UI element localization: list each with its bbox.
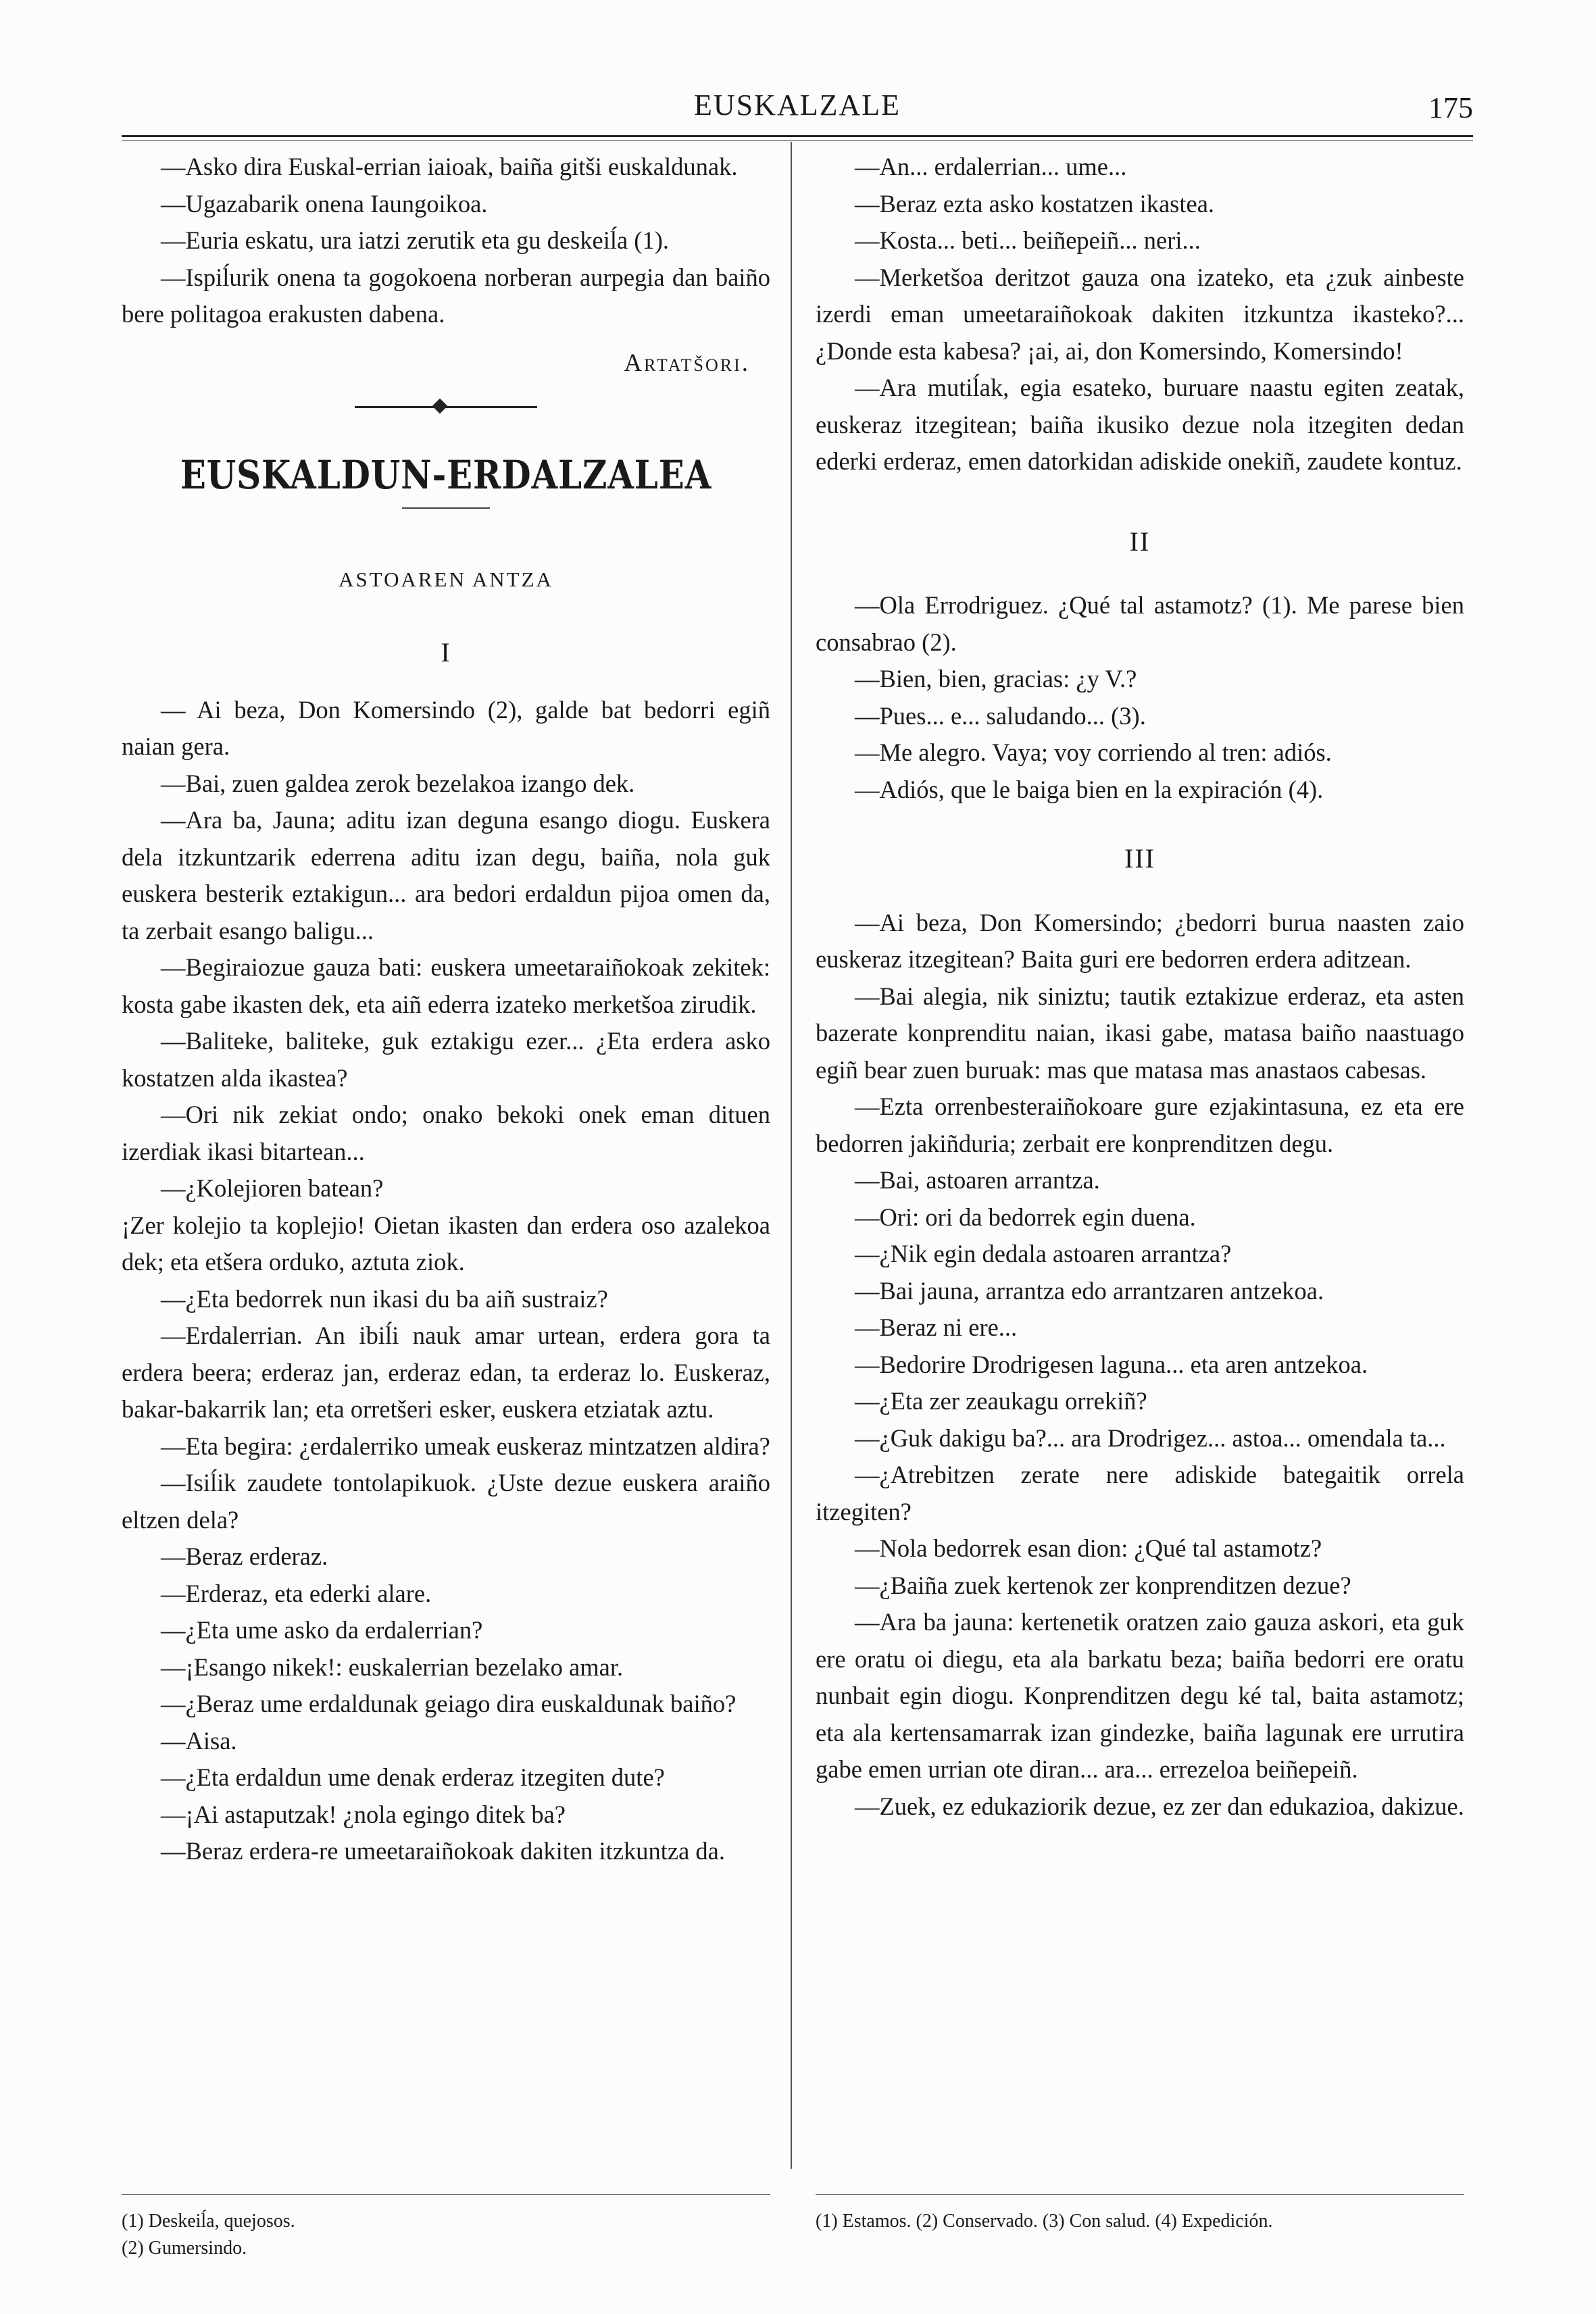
paragraph: —Baliteke, baliteke, guk eztakigu ezer... ¿Eta erdera asko kostatzen alda ikastea? — [122, 1027, 770, 1092]
footnote-rule — [816, 2194, 1464, 2195]
paragraph: —Bedorire Drodrigesen laguna... eta aren antzekoa. — [855, 1350, 1368, 1378]
paragraph: —Beraz erderaz. — [161, 1542, 328, 1570]
paragraph: —Ara ba, Jauna; aditu izan deguna esango diogu. Euskera dela itzkuntzarik ederrena aditu izan degu, baiña, nola guk euskera besterik eztakigun... ara bedori erdaldun pijoa omen da, ta zerbait esango baligu... — [122, 806, 770, 945]
paragraph: ¡Zer kolejio ta koplejio! Oietan ikasten dan erdera oso azalekoa dek; eta etšera orduko, aztuta ziok. — [122, 1211, 770, 1276]
paragraph: —Beraz erdera-re umeetaraiñokoak dakiten itzkuntza da. — [161, 1837, 726, 1865]
paragraph: —¿Beraz ume erdaldunak geiago dira euskaldunak baiño? — [161, 1690, 737, 1717]
paragraph: —Isiĺik zaudete tontolapikuok. ¿Uste dezue euskera araiño eltzen dela? — [122, 1469, 770, 1534]
paragraph: —¿Eta erdaldun ume denak erderaz itzegiten dute? — [161, 1763, 665, 1791]
right-column — [816, 149, 1464, 1825]
paragraph: —¿Atrebitzen zerate nere adiskide bategaitik orrela itzegiten? — [816, 1461, 1464, 1526]
paragraph: —Eta begira: ¿erdalerriko umeak euskeraz mintzatzen aldira? — [161, 1432, 770, 1460]
left-column — [122, 149, 770, 1870]
paragraph: —Aisa. — [161, 1726, 237, 1755]
page-header — [122, 88, 1473, 135]
paragraph: —Ara mutiĺak, egia esateko, buruare naastu egiten zeatak, euskeraz itzegitean; baiña ikusiko dezue nola itzegiten dedan ederki erderaz, emen datorkidan adiskide onekiñ, zaudete kontuz. — [816, 374, 1464, 475]
paragraph: —Nola bedorrek esan dion: ¿Qué tal astamotz? — [855, 1534, 1322, 1562]
paragraph: —¡Ai astaputzak! ¿nola egingo ditek ba? — [161, 1800, 566, 1828]
paragraph: —Ori: ori da bedorrek egin duena. — [855, 1203, 1196, 1231]
section-numeral: III — [1124, 843, 1155, 874]
paragraph: —Beraz ezta asko kostatzen ikastea. — [855, 189, 1215, 218]
paragraph: —Ai beza, Don Komersindo; ¿bedorri burua naasten zaio euskeraz itzegitean? Baita guri ere bedorren erdera aditzean. — [816, 908, 1464, 973]
paragraph: —Bai, zuen galdea zerok bezelakoa izango dek. — [161, 769, 635, 797]
section-numeral: I — [441, 637, 451, 668]
paragraph: —Erdalerrian. An ibiĺi nauk amar urtean, erdera gora ta erdera beera; erderaz jan, erderaz edan, ta erderaz lo. Euskeraz, bakar-bakarrik lan; eta orretšeri esker, euskera etziatak aztu. — [122, 1322, 770, 1423]
column-divider — [791, 142, 792, 2169]
paragraph: —Asko dira Euskal-errian iaioak, baiña gitši euskaldunak. — [161, 153, 738, 180]
paragraph: —Ola Errodriguez. ¿Qué tal astamotz? (1). Me parese bien consabrao (2). — [816, 591, 1464, 656]
paragraph: —Begiraiozue gauza bati: euskera umeetaraiñokoak zekitek: kosta gabe ikasten dek, eta aiñ ederra izateko merketšoa zirudik. — [122, 953, 770, 1018]
paragraph: —Ezta orrenbesteraiñokoare gure ezjakintasuna, ez eta ere bedorren jakiñduria; zerbait ere konprenditzen degu. — [816, 1092, 1464, 1157]
title-rule — [402, 507, 490, 509]
paragraph: —Pues... e... saludando... (3). — [855, 701, 1146, 730]
paragraph: —Beraz ni ere... — [855, 1313, 1018, 1341]
page-number: 175 — [1428, 91, 1473, 124]
article-subtitle: ASTOAREN ANTZA — [339, 567, 553, 591]
paragraph: —¿Baiña zuek kertenok zer konprenditzen dezue? — [855, 1571, 1351, 1599]
paragraph: —Erderaz, eta ederki alare. — [161, 1579, 432, 1607]
paragraph: —Bai, astoaren arrantza. — [855, 1166, 1100, 1194]
paragraph: —¿Kolejioren batean? — [161, 1174, 384, 1202]
paragraph: —¿Eta zer zeaukagu orrekiñ? — [855, 1387, 1147, 1415]
footnote: (1) Estamos. (2) Conservado. (3) Con salud. (4) Expedición. — [816, 2211, 1273, 2232]
paragraph: —Kosta... beti... beiñepeiñ... neri... — [855, 226, 1201, 254]
paragraph: —Ugazabarik onena Iaungoikoa. — [161, 189, 488, 218]
footnote: (1) Deskeiĺa, quejosos. — [122, 2211, 295, 2232]
ornament-divider — [355, 406, 537, 411]
paragraph: —¿Eta ume asko da erdalerrian? — [161, 1616, 483, 1644]
running-title: EUSKALZALE — [694, 89, 901, 122]
paragraph: —An... erdalerrian... ume... — [855, 153, 1127, 180]
paragraph: —Bai alegia, nik siniztu; tautik eztakizue erderaz, eta asten bazerate konprenditu naian, ikasi gabe, matasa baiño naastuago egiñ bear zuen buruak: mas que matasa mas anastaos cabesas. — [816, 982, 1464, 1084]
paragraph: —Bien, bien, gracias: ¿y V.? — [855, 665, 1137, 693]
paragraph: —Euria eskatu, ura iatzi zerutik eta gu deskeiĺa (1). — [161, 226, 669, 254]
author-signature: Artatšori. — [624, 349, 750, 377]
paragraph: —¿Guk dakigu ba?... ara Drodrigez... astoa... omendala ta... — [855, 1424, 1446, 1452]
paragraph: —Ispiĺurik onena ta gogokoena norberan aurpegia dan baiño bere politagoa erakusten dabena. — [122, 263, 770, 328]
footnote-rule — [122, 2194, 770, 2195]
footnotes-right — [816, 2208, 1464, 2235]
paragraph: —¿Eta bedorrek nun ikasi du ba aiñ sustraiz? — [161, 1284, 608, 1313]
article-title: EUSKALDUN-ERDALZALEA — [180, 452, 712, 498]
paragraph: —Me alegro. Vaya; voy corriendo al tren: adiós. — [855, 738, 1332, 766]
paragraph: —¡Esango nikek!: euskalerrian bezelako amar. — [161, 1653, 624, 1681]
paragraph: —Zuek, ez edukaziorik dezue, ez zer dan edukazioa, dakizue. — [855, 1792, 1464, 1820]
paragraph: —¿Nik egin dedala astoaren arrantza? — [855, 1240, 1232, 1267]
header-rule — [122, 135, 1473, 141]
section-numeral: II — [1129, 526, 1151, 557]
footnote: (2) Gumersindo. — [122, 2238, 247, 2259]
paragraph: —Ori nik zekiat ondo; onako bekoki onek eman dituen izerdiak ikasi bitartean... — [122, 1101, 770, 1165]
paragraph: —Merketšoa deritzot gauza ona izateko, eta ¿zuk ainbeste izerdi eman umeetaraiñokoak dakiten itzkuntza ikasteko?... ¿Donde esta kabesa? ¡ai, ai, don Komersindo, Komersindo! — [816, 263, 1464, 365]
paragraph: — Ai beza, Don Komersindo (2), galde bat bedorri egiñ naian gera. — [122, 695, 770, 760]
paragraph: —Adiós, que le baiga bien en la expiración (4). — [855, 775, 1324, 803]
paragraph: —Ara ba jauna: kertenetik oratzen zaio gauza askori, eta guk ere oratu oi diegu, eta ala barkatu beza; baiña bedorri ere oratu nunbait egin diogu. Konprenditzen degu ké tal, baita astamotz; eta ala kertensamarrak izan gindezke, baiña lagunak ere urrutira gabe emen urrian ote diran... ara... errezeloa beiñepeiñ. — [816, 1608, 1464, 1783]
paragraph: —Bai jauna, arrantza edo arrantzaren antzekoa. — [855, 1276, 1324, 1305]
footnotes-left — [122, 2208, 770, 2262]
